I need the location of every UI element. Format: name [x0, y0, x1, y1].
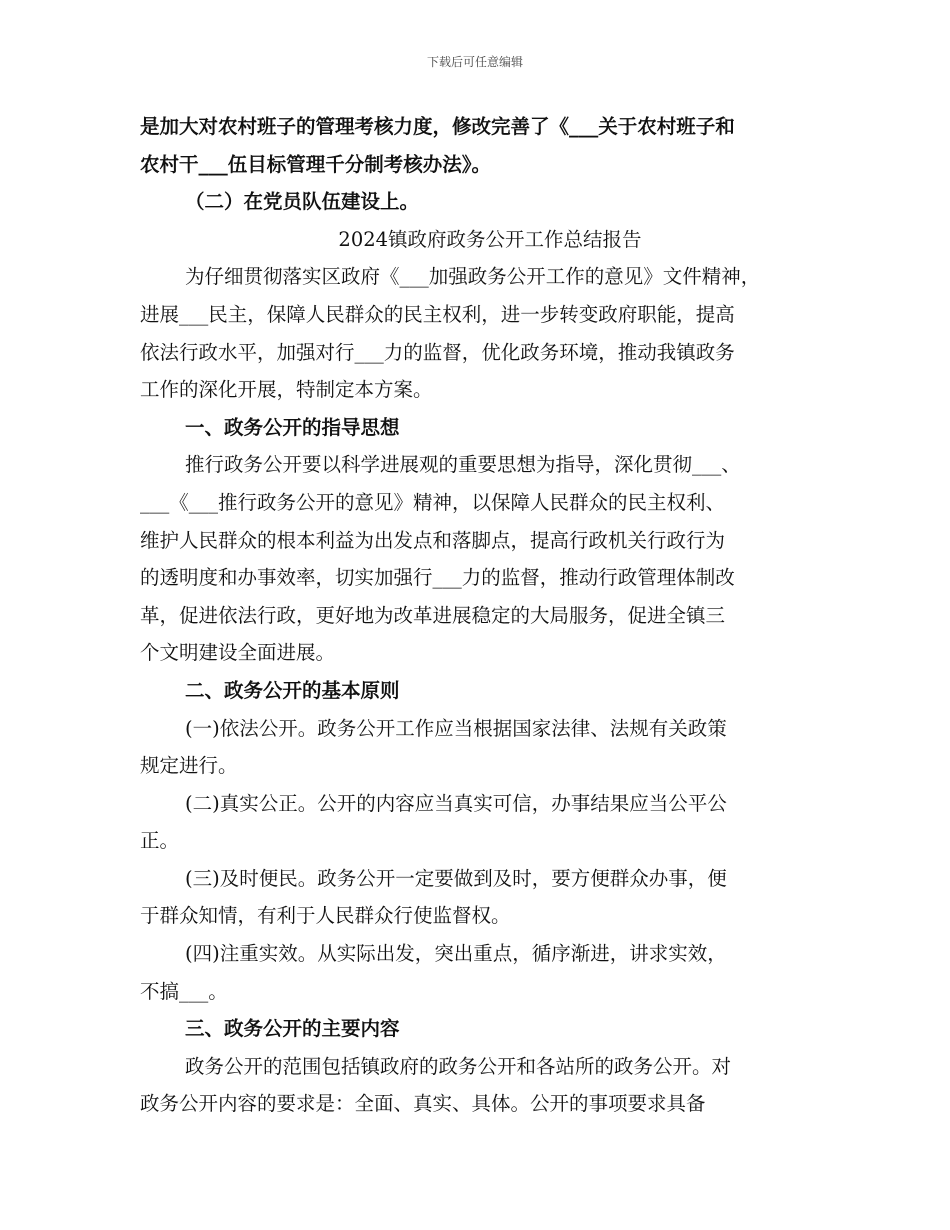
- body-line: 农村干___伍目标管理千分制考核办法》。: [140, 152, 492, 176]
- body-line: (三)及时便民。政务公开一定要做到及时，要方便群众办事，便: [185, 866, 727, 890]
- body-line: 为仔细贯彻落实区政府《___加强政务公开工作的意见》文件精神，: [185, 265, 761, 289]
- body-line: 是加大对农村班子的管理考核力度，修改完善了《___关于农村班子和: [140, 115, 735, 138]
- section-heading: 一、政务公开的指导思想: [185, 415, 400, 439]
- document-body: [140, 108, 820, 1123]
- body-line: 规定进行。: [140, 754, 238, 778]
- body-line: 工作的深化开展，特制定本方案。: [140, 378, 433, 402]
- body-line: 依法行政水平，加强对行___力的监督，优化政务环境，推动我镇政务: [140, 340, 735, 364]
- body-line: 个文明建设全面进展。: [140, 641, 336, 665]
- body-line: 不搞___。: [140, 979, 228, 1003]
- body-line: 的透明度和办事效率，切实加强行___力的监督，推动行政管理体制改: [140, 566, 735, 590]
- body-line: 进展___民主，保障人民群众的民主权利，进一步转变政府职能，提高: [140, 302, 735, 326]
- body-line: 政务公开的范围包括镇政府的政务公开和各站所的政务公开。对: [185, 1054, 732, 1078]
- section-heading: 三、政务公开的主要内容: [185, 1017, 400, 1041]
- body-line: (二)真实公正。公开的内容应当真实可信，办事结果应当公平公: [185, 791, 727, 815]
- section-heading: 二、政务公开的基本原则: [185, 678, 400, 702]
- document-title: 2024镇政府政务公开工作总结报告: [338, 227, 642, 251]
- body-line: 推行政务公开要以科学进展观的重要思想为指导，深化贯彻___、: [185, 453, 741, 477]
- body-line: 正。: [140, 829, 180, 853]
- body-line: 维护人民群众的根本利益为出发点和落脚点，提高行政机关行政行为: [140, 528, 726, 552]
- body-line: 政务公开内容的要求是：全面、真实、具体。公开的事项要求具备: [140, 1092, 706, 1116]
- body-line: ___《___推行政务公开的意见》精神，以保障人民群众的民主权利、: [140, 490, 726, 514]
- body-line: 于群众知情，有利于人民群众行使监督权。: [140, 904, 511, 928]
- section-heading: （二）在党员队伍建设上。: [185, 190, 420, 214]
- body-line: (一)依法公开。政务公开工作应当根据国家法律、法规有关政策: [185, 716, 727, 740]
- page-header: 下载后可任意编辑: [426, 55, 523, 69]
- body-line: 革，促进依法行政，更好地为改革进展稳定的大局服务，促进全镇三: [140, 603, 726, 627]
- body-line: (四)注重实效。从实际出发，突出重点，循序渐进，讲求实效，: [185, 942, 727, 966]
